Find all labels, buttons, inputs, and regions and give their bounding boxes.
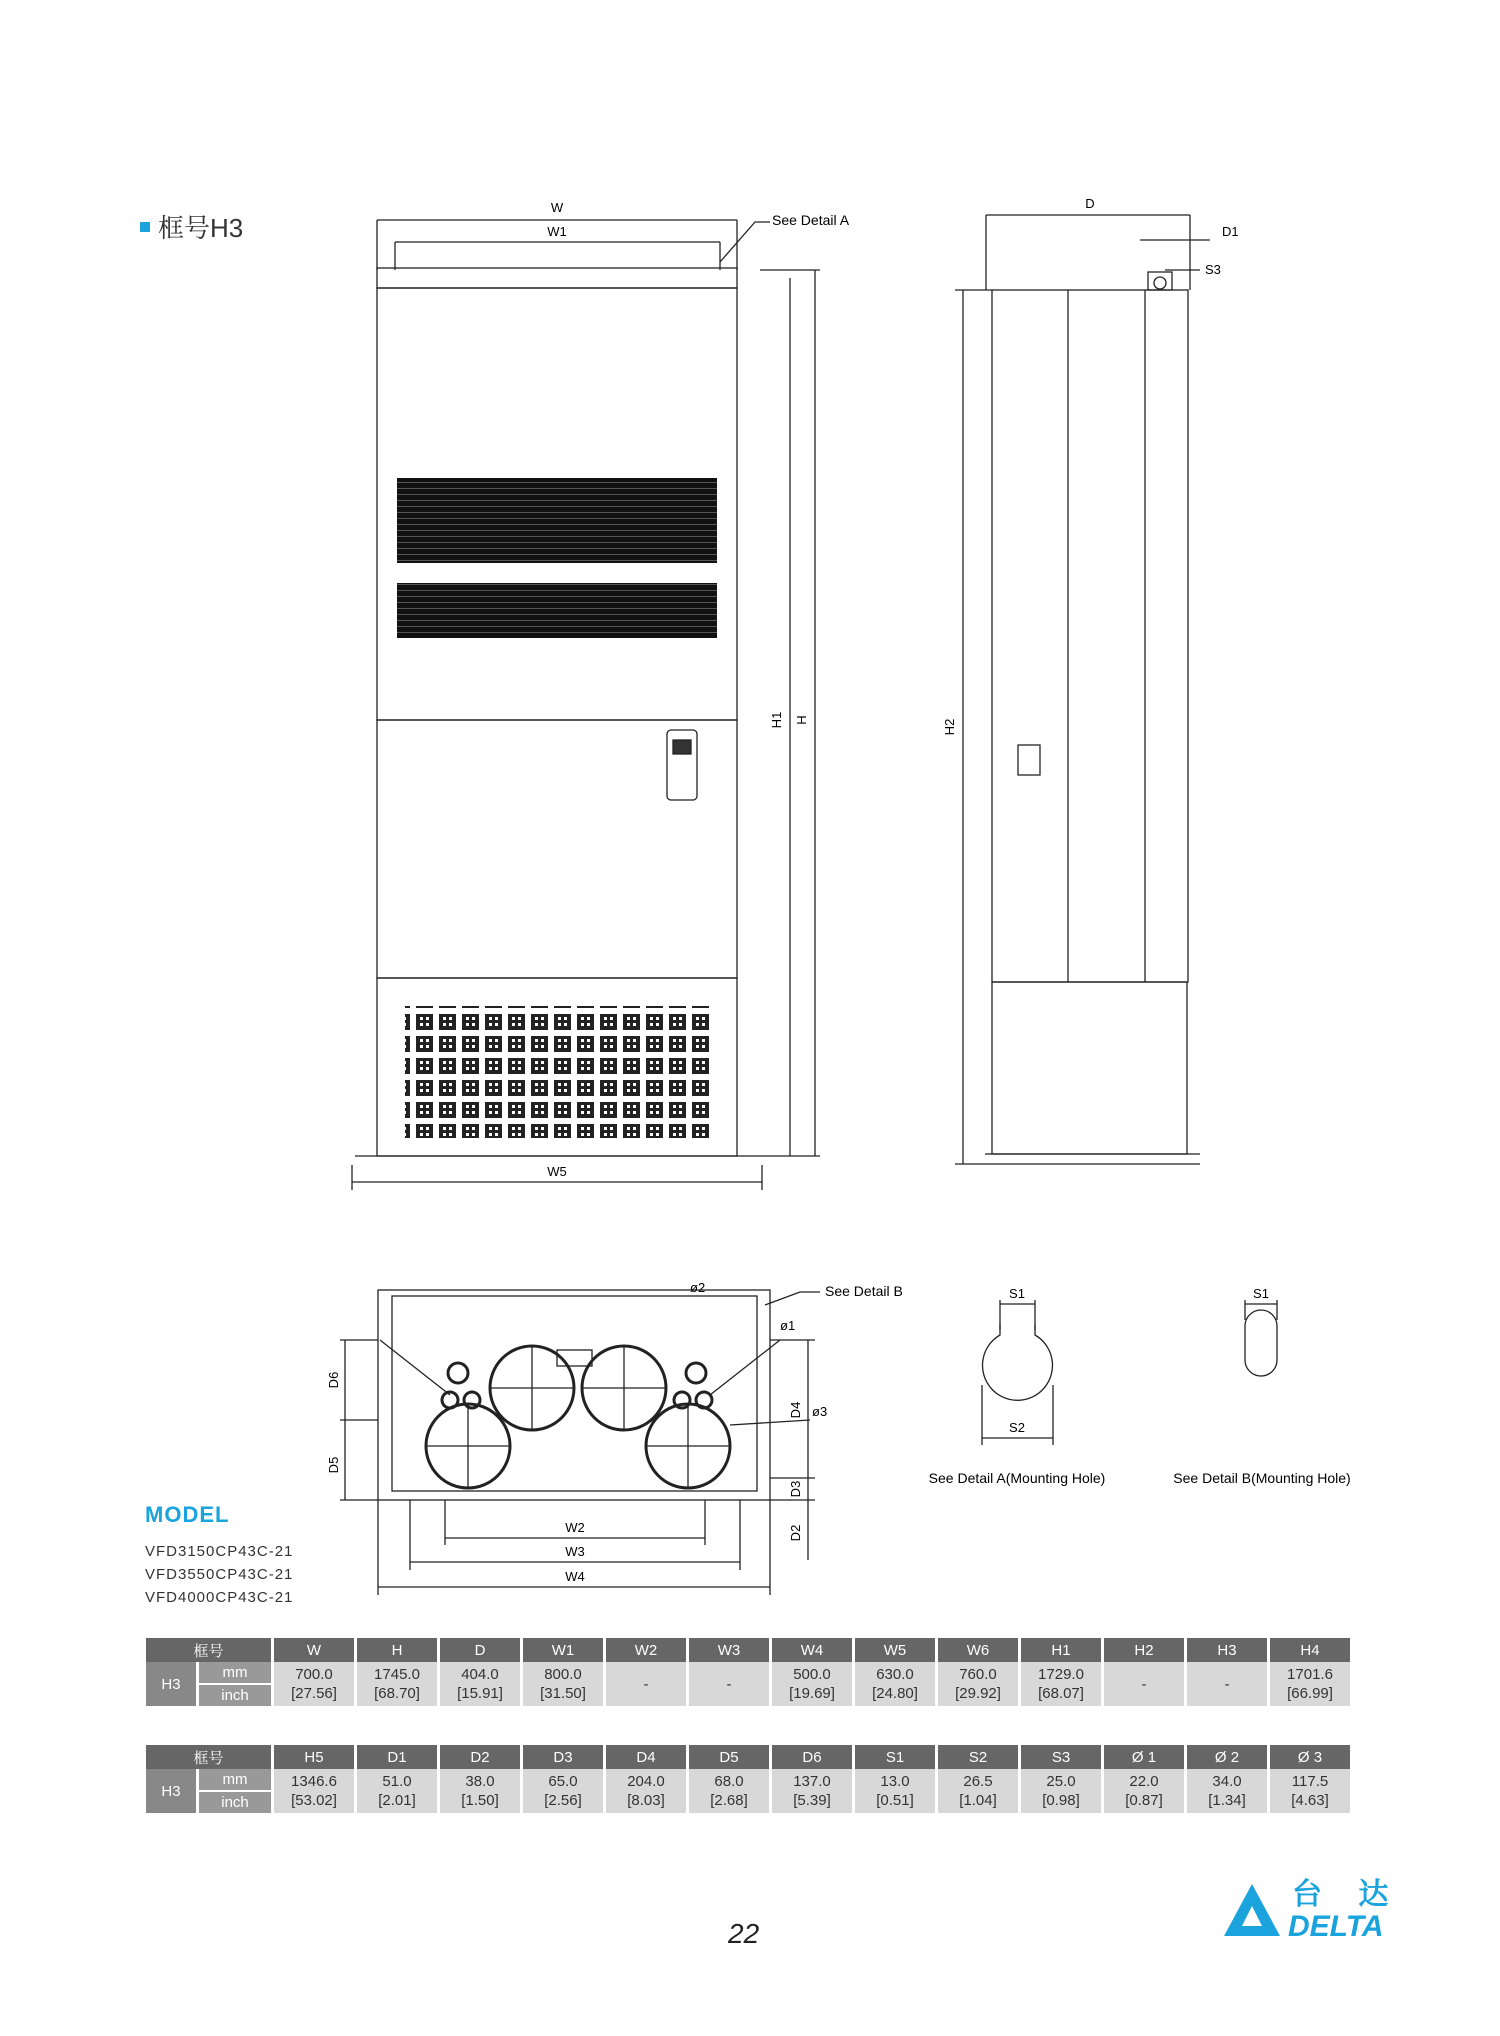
dim-label-w4: W4: [565, 1569, 585, 1584]
table-header: 框号: [146, 1745, 271, 1769]
table-header: H1: [1021, 1638, 1101, 1662]
table-header: W2: [606, 1638, 686, 1662]
dim-label-w: W: [550, 200, 564, 215]
table-header: D1: [357, 1745, 437, 1769]
dim-label-w3: W3: [565, 1544, 585, 1559]
dim-label-s3: S3: [1205, 262, 1221, 277]
dim-label-h2: H2: [942, 718, 957, 736]
table-cell: 22.0 [0.87]: [1104, 1769, 1184, 1813]
table-cell: 204.0 [8.03]: [606, 1769, 686, 1813]
table-header-row: [146, 1745, 1350, 1769]
table-cell: 800.0 [31.50]: [523, 1662, 603, 1706]
table-cell: 1729.0 [68.07]: [1021, 1662, 1101, 1706]
table-header: S1: [855, 1745, 935, 1769]
table-cell: 65.0 [2.56]: [523, 1769, 603, 1813]
table-header: S2: [938, 1745, 1018, 1769]
table-cell: 13.0 [0.51]: [855, 1769, 935, 1813]
see-detail-a-label: See Detail A: [772, 212, 850, 228]
table-cell: 51.0 [2.01]: [357, 1769, 437, 1813]
table-header: S3: [1021, 1745, 1101, 1769]
table-cell: -: [689, 1662, 769, 1706]
dim-label-d2: D2: [788, 1524, 803, 1542]
table-header: D3: [523, 1745, 603, 1769]
table-header: H5: [274, 1745, 354, 1769]
table-header: D6: [772, 1745, 852, 1769]
dim-label-d: D: [1085, 196, 1095, 211]
table-header: H4: [1270, 1638, 1350, 1662]
table-cell-units: [199, 1769, 271, 1813]
table-cell: 760.0 [29.92]: [938, 1662, 1018, 1706]
table-header: D5: [689, 1745, 769, 1769]
table-cell: 68.0 [2.68]: [689, 1769, 769, 1813]
table-cell: 500.0 [19.69]: [772, 1662, 852, 1706]
unit-mm: mm: [222, 1771, 248, 1788]
unit-inch: inch: [199, 1683, 271, 1706]
dim-label-h: H: [794, 715, 809, 725]
model-item: VFD3150CP43C-21: [145, 1543, 294, 1560]
table-cell-frame: H3: [146, 1769, 196, 1813]
see-detail-b-label: See Detail B: [825, 1283, 903, 1299]
dim-label-s2: S2: [1009, 1420, 1025, 1435]
table-cell: 1745.0 [68.70]: [357, 1662, 437, 1706]
table-cell: -: [1104, 1662, 1184, 1706]
table-cell: 25.0 [0.98]: [1021, 1769, 1101, 1813]
table-header: W6: [938, 1638, 1018, 1662]
frame-title-text: 框号H3: [158, 213, 244, 243]
dim-label-d3: D3: [788, 1480, 803, 1498]
table-header: W1: [523, 1638, 603, 1662]
table-header: Ø 2: [1187, 1745, 1267, 1769]
table-row: [146, 1662, 1350, 1706]
unit-inch: inch: [199, 1790, 271, 1813]
model-heading: MODEL: [145, 1502, 230, 1527]
logo-brand: DELTA: [1288, 1910, 1384, 1943]
detail-a-caption: See Detail A(Mounting Hole): [928, 1470, 1106, 1486]
dim-label-d4: D4: [788, 1401, 803, 1419]
side-view: [955, 215, 1210, 1164]
front-view: [352, 220, 820, 1190]
table-header: H3: [1187, 1638, 1267, 1662]
table-cell: 117.5 [4.63]: [1270, 1769, 1350, 1813]
dim-label-w5: W5: [547, 1164, 567, 1179]
dim-label-h1: H1: [769, 711, 784, 729]
dim-label-w1: W1: [547, 224, 567, 239]
table-header: Ø 1: [1104, 1745, 1184, 1769]
table-cell: 700.0 [27.56]: [274, 1662, 354, 1706]
table-cell: 26.5 [1.04]: [938, 1769, 1018, 1813]
table-cell: 404.0 [15.91]: [440, 1662, 520, 1706]
table-header: H2: [1104, 1638, 1184, 1662]
dim-label-w2: W2: [565, 1520, 585, 1535]
model-item: VFD3550CP43C-21: [145, 1566, 294, 1583]
table-header: D: [440, 1638, 520, 1662]
table-header: Ø 3: [1270, 1745, 1350, 1769]
model-list: [145, 1540, 293, 1609]
table-header: W3: [689, 1638, 769, 1662]
dim-label-phi2: ø2: [690, 1280, 706, 1295]
table-cell: 630.0 [24.80]: [855, 1662, 935, 1706]
table-cell: 137.0 [5.39]: [772, 1769, 852, 1813]
table-cell-units: [199, 1662, 271, 1706]
table-header: D4: [606, 1745, 686, 1769]
table-header: W5: [855, 1638, 935, 1662]
model-item: VFD4000CP43C-21: [145, 1589, 294, 1606]
table-cell: 38.0 [1.50]: [440, 1769, 520, 1813]
table-row: [146, 1769, 1350, 1813]
table-header: W4: [772, 1638, 852, 1662]
table-header: D2: [440, 1745, 520, 1769]
table-header-row: [146, 1638, 1350, 1662]
dim-label-d6: D6: [326, 1371, 341, 1389]
detail-b-caption: See Detail B(Mounting Hole): [1173, 1470, 1351, 1486]
table-header: 框号: [146, 1638, 271, 1662]
table-cell: -: [1187, 1662, 1267, 1706]
dim-label-phi1: ø1: [780, 1318, 796, 1333]
table-cell-frame: H3: [146, 1662, 196, 1706]
dimension-table-1: [143, 1638, 1353, 1706]
table-cell: 1701.6 [66.99]: [1270, 1662, 1350, 1706]
dim-label-d5: D5: [326, 1456, 341, 1474]
dimension-table-2: [143, 1745, 1353, 1813]
detail-b-mounting-hole: [1245, 1300, 1277, 1376]
delta-logo: [1222, 1870, 1422, 1943]
dim-label-s1-a: S1: [1009, 1286, 1025, 1301]
dim-label-s1-b: S1: [1253, 1286, 1269, 1301]
unit-mm: mm: [222, 1664, 248, 1681]
table-header: W: [274, 1638, 354, 1662]
table-cell: -: [606, 1662, 686, 1706]
table-header: H: [357, 1638, 437, 1662]
table-cell: 34.0 [1.34]: [1187, 1769, 1267, 1813]
page-number: 22: [728, 1918, 760, 1949]
dim-label-phi3: ø3: [812, 1404, 828, 1419]
table-cell: 1346.6 [53.02]: [274, 1769, 354, 1813]
dim-label-d1: D1: [1222, 224, 1239, 239]
logo-chinese: 台 达: [1292, 1878, 1403, 1911]
